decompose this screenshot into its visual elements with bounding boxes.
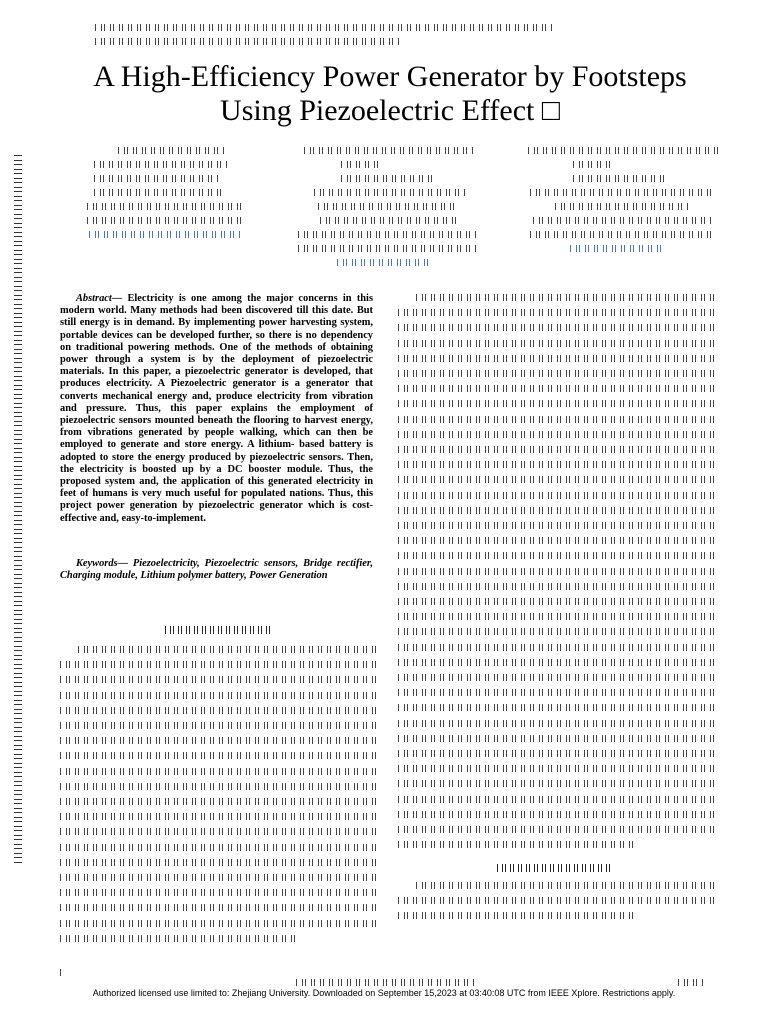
text-line <box>416 882 718 889</box>
text-line <box>60 889 380 896</box>
text-line <box>398 324 718 331</box>
text-line <box>398 826 718 833</box>
text-line <box>398 446 718 453</box>
section-heading-introduction <box>165 626 273 634</box>
text-line <box>78 646 380 653</box>
author-email-link[interactable] <box>570 245 666 252</box>
text-line <box>398 841 638 848</box>
text-line <box>398 385 718 392</box>
header-line <box>95 24 553 31</box>
text-line <box>398 780 718 787</box>
text-line <box>60 920 380 927</box>
text-line <box>398 492 718 499</box>
text-line <box>398 522 718 529</box>
text-line <box>398 416 718 423</box>
text-line <box>60 707 380 714</box>
download-notice: Authorized licensed use limited to: Zhejiang University. Downloaded on September 15,2023 at 03:40:08 UTC from IEEE Xplore. Restrictions apply. <box>92 988 676 998</box>
section-heading-2 <box>497 864 613 872</box>
text-line <box>398 897 718 904</box>
text-line <box>60 752 380 759</box>
text-line <box>398 537 718 544</box>
text-line <box>60 874 380 881</box>
text-line <box>398 431 718 438</box>
side-strip <box>14 155 22 865</box>
text-line <box>60 904 380 911</box>
text-line <box>398 370 718 377</box>
keywords <box>60 558 373 582</box>
text-line <box>60 768 380 775</box>
text-line <box>398 461 718 468</box>
text-line <box>398 476 718 483</box>
keywords-label: Keywords— <box>76 558 128 569</box>
text-line <box>60 661 380 668</box>
text-line <box>60 844 380 851</box>
text-line <box>398 644 718 651</box>
abstract-text: Electricity is one among the major concerns in this modern world. Many methods had been discovered till this date. But still energy is in demand. By implementing power harvesting system, portable devices can be developed further, so there is no dependency on traditional powering methods. One of the methods of obtaining power through a system is by the deployment of piezoelectric materials. In this paper, a piezoelectric generator is developed, that produces electricity. A Piezoelectric generator is a generator that converts mechanical energy and, produce electricity from vibration and pressure. Thus, this paper explains the employment of piezoelectric sensors mounted beneath the flooring to harvest energy, from vibrations generated by people walking, which can then be employed to generate and store energy. A lithium- based battery is adopted to store the energy produced by piezoelectric sensors. Then, the electricity is boosted up by a DC booster module. Thus, the proposed system and, the application of this generated electricity in feet of humans is very much useful for populated nations. Thus, this project power generation by piezoelectric generator which is cost- effective and, easy-to-implement. <box>60 293 373 524</box>
abstract <box>60 293 373 525</box>
text-line <box>60 676 380 683</box>
text-line <box>398 912 638 919</box>
text-line <box>398 598 718 605</box>
author-email-link[interactable] <box>89 231 241 238</box>
text-line <box>60 722 380 729</box>
text-line <box>398 628 718 635</box>
author-email-link[interactable] <box>337 259 432 266</box>
text-line <box>398 765 718 772</box>
text-line <box>398 796 718 803</box>
text-line <box>398 704 718 711</box>
text-line <box>398 309 718 316</box>
text-line <box>398 659 718 666</box>
text-line <box>398 583 718 590</box>
text-line <box>398 689 718 696</box>
text-line <box>398 811 718 818</box>
text-line <box>398 613 718 620</box>
header-line <box>95 38 400 45</box>
text-line <box>60 859 380 866</box>
text-line <box>60 813 380 820</box>
text-line <box>60 692 380 699</box>
paper-title: A High-Efficiency Power Generator by Footsteps Using Piezoelectric Effect □ <box>93 60 687 127</box>
text-line <box>398 400 718 407</box>
text-line <box>60 737 380 744</box>
text-line <box>398 735 718 742</box>
text-line <box>398 568 718 575</box>
abstract-label: Abstract— <box>76 293 123 304</box>
text-line <box>398 355 718 362</box>
text-line <box>398 507 718 514</box>
text-line <box>60 935 300 942</box>
text-line <box>398 674 718 681</box>
text-line <box>60 798 380 805</box>
text-line <box>398 340 718 347</box>
text-line <box>398 750 718 757</box>
keywords-text: Piezoelectricity, Piezoelectric sensors, Bridge rectifier, Charging module, Lithium polymer battery, Power Generation <box>60 558 373 582</box>
text-line <box>60 828 380 835</box>
text-line <box>60 783 380 790</box>
text-line <box>398 720 718 727</box>
text-line <box>416 294 718 301</box>
text-line <box>398 552 718 559</box>
